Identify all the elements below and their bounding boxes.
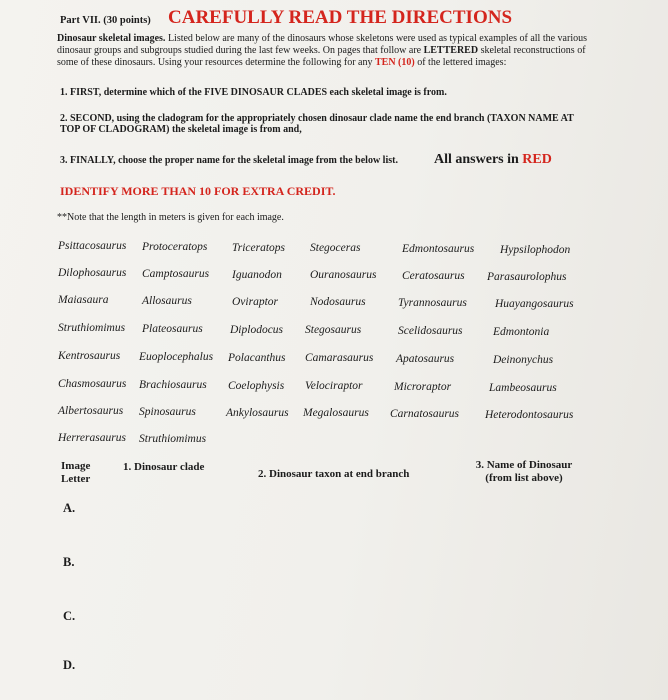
- row-letter-c: C.: [63, 609, 76, 623]
- step-1: 1. FIRST, determine which of the FIVE DINOSAUR CLADES each skeletal image is from.: [60, 87, 447, 98]
- dinosaur-name: Chasmosaurus: [58, 378, 127, 390]
- dinosaur-name: Ceratosaurus: [402, 270, 465, 283]
- dinosaur-name: Stegoceras: [310, 242, 361, 255]
- answers-label: All answers in: [434, 152, 523, 167]
- col-letter-label: Letter: [61, 473, 91, 485]
- dinosaur-name: Edmontosaurus: [402, 243, 475, 256]
- dinosaur-name: Iguanodon: [232, 268, 282, 281]
- dinosaur-name: Parasaurolophus: [487, 271, 567, 283]
- all-answers-note: [434, 152, 552, 168]
- dinosaur-name: Polacanthus: [228, 351, 286, 364]
- intro-bold: Dinosaur skeletal images.: [57, 33, 166, 44]
- dinosaur-name: Stegosaurus: [305, 324, 362, 337]
- col-image-label: Image: [61, 460, 91, 472]
- dinosaur-name: Allosaurus: [142, 294, 192, 307]
- dinosaur-name: Edmontonia: [493, 326, 550, 338]
- col-name-line-2: (from list above): [485, 472, 563, 484]
- dinosaur-name: Camptosaurus: [142, 267, 210, 280]
- dinosaur-name: Diplodocus: [230, 323, 284, 336]
- col-dinosaur-clade: 1. Dinosaur clade: [123, 461, 205, 473]
- dinosaur-name: Struthiomimus: [139, 432, 207, 445]
- dinosaur-name: Spinosaurus: [139, 405, 196, 418]
- row-letter-d: D.: [63, 658, 76, 672]
- dinosaur-name: Carnatosaurus: [390, 408, 460, 421]
- dinosaur-name: Scelidosaurus: [398, 325, 463, 338]
- dinosaur-name: Kentrosaurus: [58, 350, 121, 362]
- dinosaur-name: Triceratops: [232, 241, 286, 254]
- page-title: CAREFULLY READ THE DIRECTIONS: [168, 7, 513, 28]
- dinosaur-name: Deinonychus: [493, 354, 554, 366]
- dinosaur-name: Ankylosaurus: [226, 406, 289, 419]
- dinosaur-name: Brachiosaurus: [139, 378, 207, 391]
- intro-line-1: [57, 33, 587, 44]
- row-letter-b: B.: [63, 555, 75, 569]
- dinosaur-name: Camarasaurus: [305, 352, 374, 365]
- dinosaur-name: Lambeosaurus: [489, 382, 557, 394]
- dinosaur-name: Microraptor: [394, 381, 452, 394]
- dinosaur-name: Herrerasaurus: [58, 432, 126, 444]
- intro-text-1: Listed below are many of the dinosaurs whose skeletons were used as typical examples of all the various: [167, 33, 587, 44]
- dinosaur-name: Psittacosaurus: [58, 240, 127, 252]
- col-name-line-1: 3. Name of Dinosaur: [475, 459, 573, 471]
- dinosaur-name: Hypsilophodon: [500, 244, 571, 256]
- col-image-letter: [61, 460, 90, 486]
- dinosaur-name: Megalosaurus: [303, 407, 369, 420]
- dinosaur-name: Euoplocephalus: [139, 350, 214, 363]
- extra-credit: IDENTIFY MORE THAN 10 FOR EXTRA CREDIT.: [60, 184, 336, 198]
- row-letter-a: A.: [63, 501, 76, 515]
- dinosaur-name: Dilophosaurus: [58, 267, 127, 279]
- intro-text-3: some of these dinosaurs. Using your resources determine the following for any: [57, 57, 375, 68]
- intro-line-2: [57, 45, 586, 56]
- col-dinosaur-taxon: 2. Dinosaur taxon at end branch: [258, 468, 410, 480]
- dinosaur-name: Apatosaurus: [396, 353, 455, 366]
- dinosaur-name: Protoceratops: [142, 240, 208, 253]
- dinosaur-name: Velociraptor: [305, 380, 363, 393]
- dinosaur-name: Tyrannosaurus: [398, 297, 467, 310]
- dinosaur-name: Ouranosaurus: [310, 269, 377, 282]
- dinosaur-name: Nodosaurus: [310, 296, 366, 309]
- dinosaur-name: Maiasaura: [58, 294, 109, 306]
- answers-red: RED: [522, 152, 552, 167]
- dinosaur-name: Struthiomimus: [58, 322, 126, 334]
- dinosaur-name: Oviraptor: [232, 295, 278, 308]
- dinosaur-name: Albertosaurus: [58, 405, 124, 417]
- length-note: **Note that the length in meters is given for each image.: [57, 212, 284, 223]
- intro-text-2: dinosaur groups and subgroups studied during the last few weeks. On pages that follow are: [57, 45, 424, 56]
- intro-lettered: LETTERED: [423, 45, 479, 56]
- intro-text-3b: of the lettered images:: [414, 57, 507, 68]
- intro-text-2b: skeletal reconstructions of: [478, 45, 586, 56]
- intro-ten: TEN (10): [374, 57, 415, 68]
- part-label: Part VII. (30 points): [60, 15, 151, 26]
- col-dinosaur-name: [463, 459, 585, 485]
- dinosaur-name: Huayangosaurus: [495, 298, 574, 310]
- step-3: 3. FINALLY, choose the proper name for the skeletal image from the below list.: [60, 155, 398, 166]
- dinosaur-name: Heterodontosaurus: [485, 409, 574, 421]
- intro-line-3: [57, 57, 506, 68]
- dinosaur-name: Plateosaurus: [142, 322, 203, 335]
- step-2-line-1: 2. SECOND, using the cladogram for the appropriately chosen dinosaur clade name the end branch (TAXON NAME AT: [60, 113, 574, 124]
- dinosaur-name: Coelophysis: [228, 379, 285, 392]
- step-2-line-2: TOP OF CLADOGRAM) the skeletal image is from and,: [60, 124, 302, 135]
